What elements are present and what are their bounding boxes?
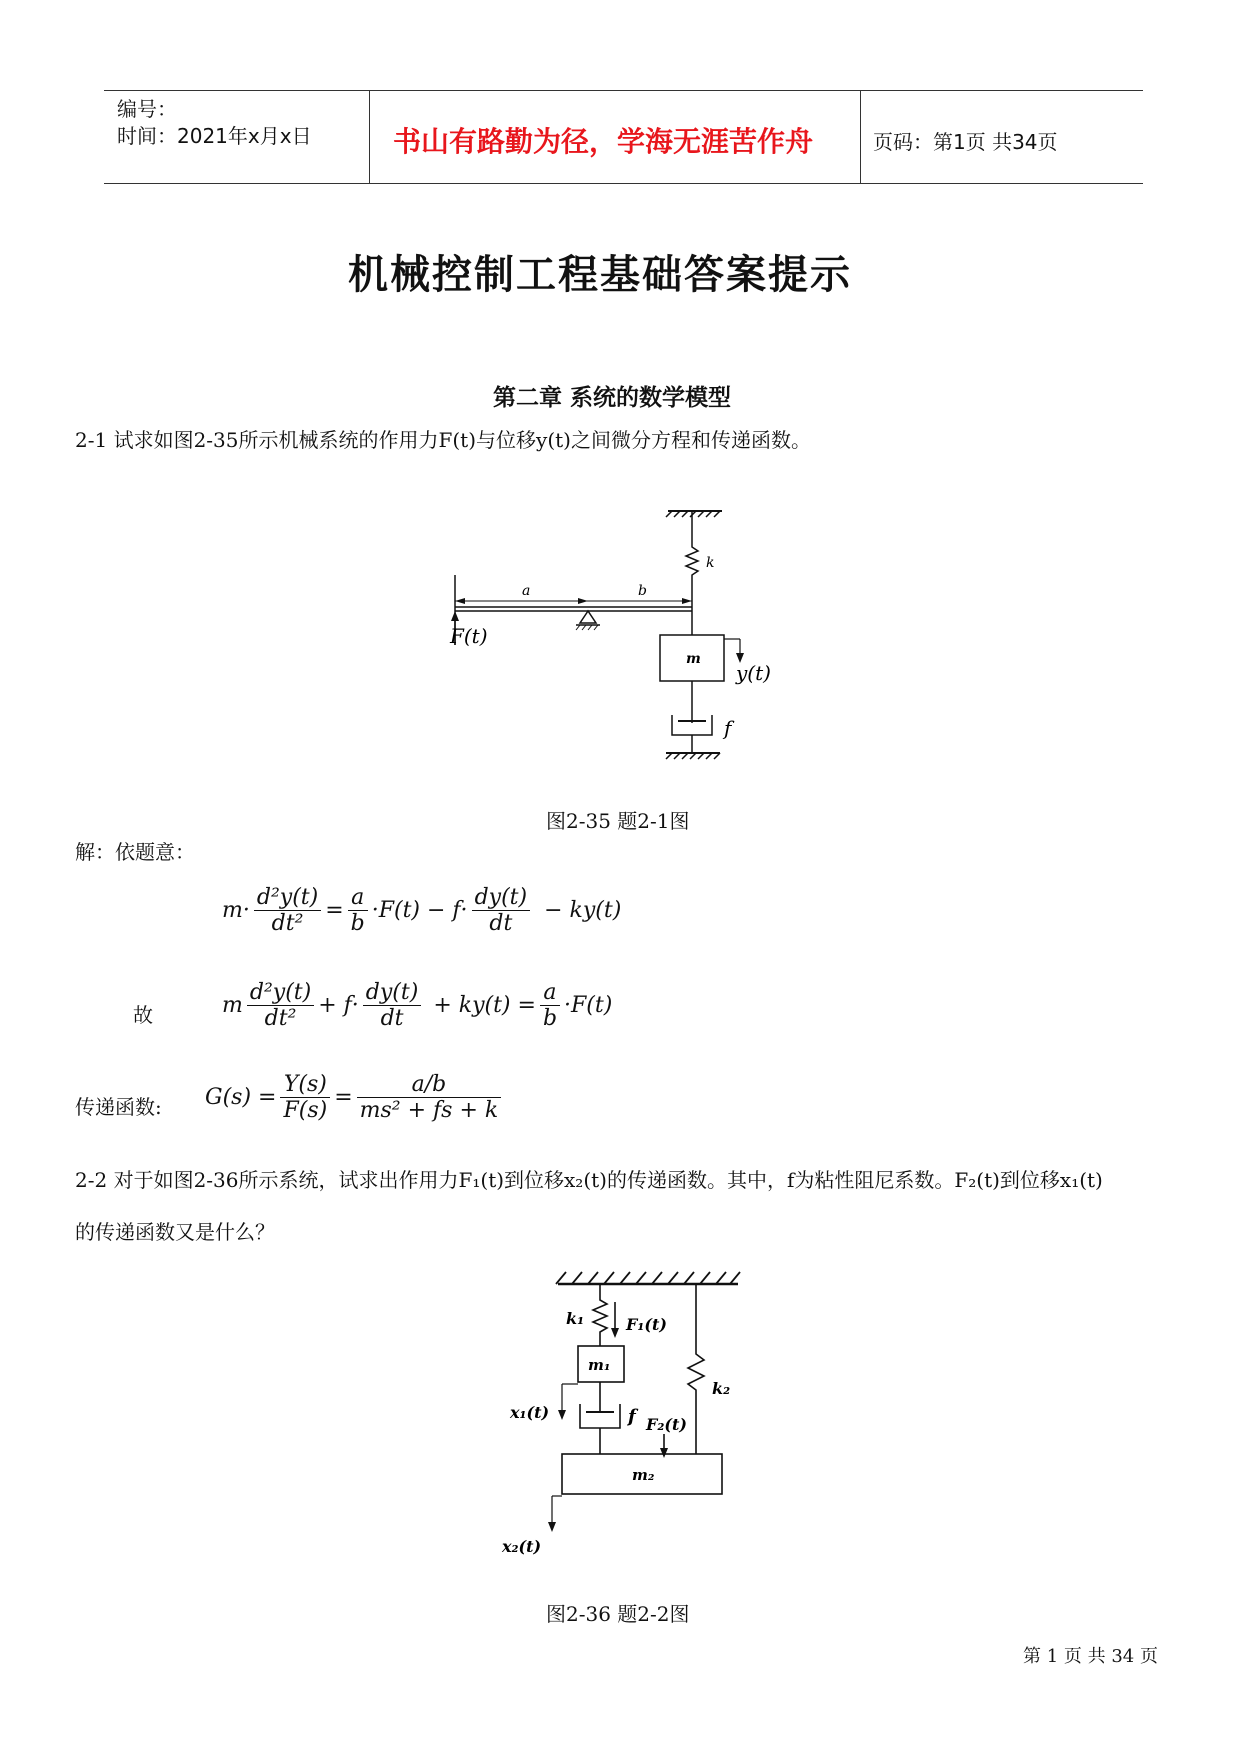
- figure-label-x1: x₁(t): [510, 1403, 550, 1422]
- header-page-code: 页码：第1页 共34页: [873, 130, 1058, 154]
- figure-label-F: F(t): [450, 624, 488, 648]
- problem-2-2-line1: 2-2 对于如图2-36所示系统，试求出作用力F₁(t)到位移x₂(t)的传递函数。其中，f为粘性阻尼系数。F₂(t)到位移x₁(t): [75, 1168, 1103, 1192]
- header-divider-right: [860, 90, 861, 183]
- figure-label-y: y(t): [736, 661, 771, 685]
- eq2-tail1: + ky(t) =: [433, 993, 536, 1018]
- eq1-frac-d2y: $\frac{\text{d²y(t)}}{\text{dt²}}$: [254, 885, 321, 936]
- figure-2-35-diagram: [440, 495, 800, 780]
- solution-intro: 解：依题意：: [75, 840, 195, 864]
- header-divider-left: [369, 90, 370, 183]
- figure-2-36-caption: 图2-36 题2-2图: [546, 1602, 690, 1626]
- eq1-equals: =: [325, 898, 344, 923]
- figure-label-F1: F₁(t): [626, 1315, 667, 1334]
- transfer-function-label: 传递函数:: [75, 1095, 162, 1119]
- header-bottom-rule: [104, 183, 1143, 184]
- chapter-title: 第二章 系统的数学模型: [493, 385, 732, 411]
- figure-label-k: k: [706, 555, 715, 571]
- header-motto: 书山有路勤为径，学海无涯苦作舟: [393, 125, 814, 158]
- eq2-tail2: ·F(t): [564, 993, 613, 1018]
- problem-2-2-line2: 的传递函数又是什么？: [75, 1220, 275, 1244]
- figure-label-a: a: [522, 583, 531, 599]
- figure-2-35-caption: 图2-35 题2-1图: [546, 809, 690, 833]
- header-top-rule: [104, 90, 1143, 91]
- header-time-label: 时间：2021年x月x日: [117, 124, 312, 148]
- equation-1: [222, 885, 621, 936]
- figure-label-m2: m₂: [632, 1466, 655, 1484]
- eq3-frac-YF: $\frac{Y(s)}{F(s)}$: [280, 1072, 330, 1123]
- eq1-tail: − ky(t): [544, 898, 622, 923]
- eq2-frac-ab: $\frac{a}{b}$: [540, 980, 560, 1031]
- footer-page-number: 第 1 页 共 34 页: [1023, 1646, 1158, 1667]
- eq2-frac-dy: $\frac{dy(t)}{dt}$: [363, 980, 422, 1031]
- figure-label-k2: k₂: [712, 1379, 731, 1398]
- problem-2-1-text: 2-1 试求如图2-35所示机械系统的作用力F(t)与位移y(t)之间微分方程和传递函数。: [75, 428, 811, 452]
- eq2-mid: + f·: [318, 993, 359, 1018]
- figure-label-b: b: [638, 583, 647, 599]
- eq3-frac-main: $\frac{a/b}{\text{ms² + fs + k}}$: [357, 1072, 502, 1123]
- figure-label-k1: k₁: [566, 1309, 585, 1328]
- eq1-m: m·: [222, 898, 250, 923]
- eq2-m: m: [222, 993, 243, 1018]
- figure-label-x2: x₂(t): [502, 1537, 542, 1556]
- equation-2: [222, 980, 612, 1031]
- figure-label-m: m: [686, 651, 701, 667]
- equation-3: [205, 1072, 505, 1123]
- header-number-label: 编号：: [117, 97, 177, 121]
- figure-label-f: f: [628, 1406, 636, 1427]
- eq3-equals: =: [334, 1085, 353, 1110]
- figure-label-f: f: [724, 716, 732, 740]
- eq1-frac-dy: $\frac{dy(t)}{dt}$: [472, 885, 531, 936]
- therefore-label: 故: [133, 1003, 153, 1027]
- figure-2-36-diagram: [500, 1262, 760, 1562]
- eq2-frac-d2y: $\frac{\text{d²y(t)}}{\text{dt²}}$: [247, 980, 314, 1031]
- eq1-frac-ab: $\frac{a}{b}$: [348, 885, 368, 936]
- figure-label-F2: F₂(t): [646, 1415, 687, 1434]
- eq1-mid: ·F(t) − f·: [371, 898, 468, 923]
- document-title: 机械控制工程基础答案提示: [348, 252, 852, 298]
- eq3-lhs: G(s) =: [205, 1085, 277, 1110]
- figure-label-m1: m₁: [588, 1356, 611, 1374]
